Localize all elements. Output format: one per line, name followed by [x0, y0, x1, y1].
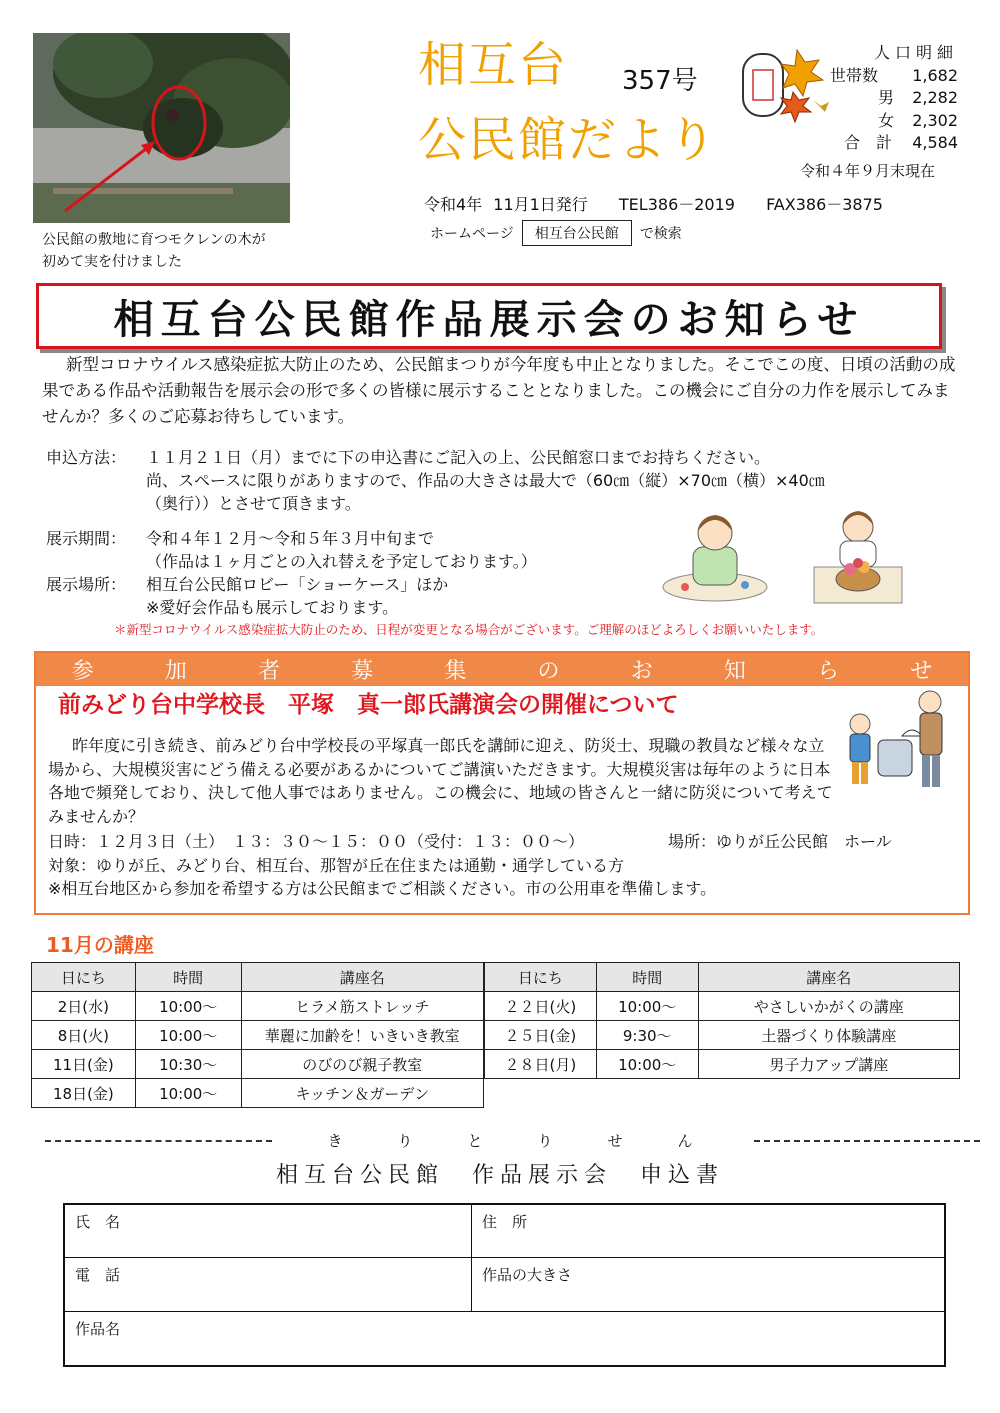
- exhibition-details: 申込方法： １１月２１日（月）までに下の申込書にご記入の上、公民館窓口までお持ちください。 尚、スペースに限りがありますので、作品の大きさは最大で（60㎝（縦）×70㎝（横）×40㎝ （奥行））とさせて頂きます。 展示期間： 令和４年１２月～令和５年３月中旬まで （作品は１ヶ月ごとの入れ替えを予定しております。） 展示場所： 相互台公民館ロビー「ショーケース」ほか ※愛好会作品も展示しております。: [46, 448, 825, 617]
- issue-number: 357号: [622, 66, 698, 96]
- population-row: 世帯数 1,682: [830, 65, 958, 85]
- cut-line-text: きりとりせん: [327, 1132, 748, 1150]
- lecture-note: ※相互台地区から参加を希望する方は公民館までご相談ください。市の公用車を準備します。: [48, 879, 717, 898]
- table-row: 2日(水) 10:00～ ヒラメ筋ストレッチ: [32, 992, 484, 1021]
- mokuren-photo: [33, 33, 290, 223]
- application-form-title: 相互台公民館 作品展示会 申込書: [275, 1163, 724, 1188]
- autumn-leaves-icon: [735, 40, 830, 129]
- population-row: 合 計 4,584: [844, 133, 958, 152]
- disaster-prep-illustration: [840, 688, 952, 797]
- tel-number: TEL386－2019: [618, 195, 735, 214]
- population-as-of: 令和４年９月末現在: [800, 162, 936, 180]
- table-row: ２２日(火) 10:00～ やさしいかがくの講座: [485, 992, 960, 1021]
- covid-notice: ＊新型コロナウイルス感染症拡大防止のため、日程が変更となる場合がございます。ご理解のほどよろしくお願いいたします。: [114, 622, 824, 637]
- newsletter-title-line2: 公民館だより: [418, 112, 719, 168]
- population-heading: 人口明細: [873, 43, 958, 62]
- cut-line: [45, 1130, 980, 1151]
- table-row: ２５日(金) 9:30～ 土器づくり体験講座: [485, 1021, 960, 1050]
- woman-flower-arranging-illustration: [808, 505, 908, 609]
- recruit-header: 参 加 者 募 集 の お 知 ら せ: [36, 653, 968, 686]
- newsletter-title-line1: 相互台: [418, 37, 569, 93]
- lecture-paragraph: 昨年度に引き続き、前みどり台中学校長の平塚真一郎氏を講師に迎え、防災士、現職の教員など様々な立場から、大規模災害にどう備える必要があるかについてご講演いただきます。大規模災害は毎年のように日本各地で頻発しており、決して他人事ではありません。この機会に、地域の皆さんと一緒に防災について考えてみませんか？: [48, 736, 833, 826]
- homepage-search-box: 相互台公民館: [522, 220, 632, 246]
- table-row: 8日(火) 10:00～ 華麗に加齢を！いきいき教室: [32, 1021, 484, 1050]
- courses-table-left: [31, 962, 484, 1108]
- population-row: 女 2,302: [878, 110, 958, 130]
- lecture-info: [48, 830, 958, 901]
- table-row: 18日(金) 10:00～ キッチン＆ガーデン: [32, 1079, 484, 1108]
- address-field[interactable]: 住 所: [482, 1213, 528, 1231]
- woman-crafting-illustration: [660, 505, 770, 609]
- exhibition-banner: 相互台公民館作品展示会のお知らせ: [36, 283, 942, 349]
- lecture-target: 対象：ゆりが丘、みどり台、相互台、那智が丘在住または通勤・通学している方: [48, 855, 625, 875]
- lecture-venue: 場所：ゆりが丘公民館 ホール: [668, 832, 892, 851]
- table-header-row: 日にち 時間 講座名: [32, 963, 484, 992]
- homepage-search-line: ホームページ 相互台公民館 で検索: [430, 220, 682, 246]
- lecture-title: 前みどり台中学校長 平塚 真一郎氏講演会の開催について: [58, 692, 679, 718]
- fax-number: FAX386－3875: [766, 195, 883, 214]
- lecture-datetime: 日時：１２月３日（土） １３：３０～１５：００（受付：１３：００～）: [48, 832, 585, 851]
- table-header-row: 日にち 時間 講座名: [485, 963, 960, 992]
- table-row: ２８日(月) 10:00～ 男子力アップ講座: [485, 1050, 960, 1079]
- exhibition-paragraph: 新型コロナウイルス感染症拡大防止のため、公民館まつりが今年度も中止となりました。そこでこの度、日頃の活動の成果である作品や活動報告を展示会の形で多くの皆様に展示することとなりました。この機会にご自分の力作を展示してみませんか？多くのご応募お待ちしています。: [42, 355, 956, 426]
- courses-table-right: [484, 962, 960, 1079]
- work-name-field[interactable]: 作品名: [75, 1320, 121, 1338]
- name-field[interactable]: 氏 名: [75, 1213, 121, 1231]
- population-table: [830, 42, 958, 155]
- application-form: [63, 1203, 946, 1367]
- table-row: 11日(金) 10:30～ のびのび親子教室: [32, 1050, 484, 1079]
- population-row: 男 2,282: [878, 88, 958, 107]
- publication-line: 令和4年 11月1日発行 TEL386－2019 FAX386－3875: [424, 195, 883, 214]
- photo-illustration: [33, 33, 290, 223]
- courses-title: 11月の講座: [46, 933, 154, 957]
- work-size-field[interactable]: 作品の大きさ: [482, 1266, 573, 1284]
- phone-field[interactable]: 電 話: [75, 1266, 121, 1284]
- photo-caption: 公民館の敷地に育つモクレンの木が 初めて実を付けました: [42, 232, 266, 270]
